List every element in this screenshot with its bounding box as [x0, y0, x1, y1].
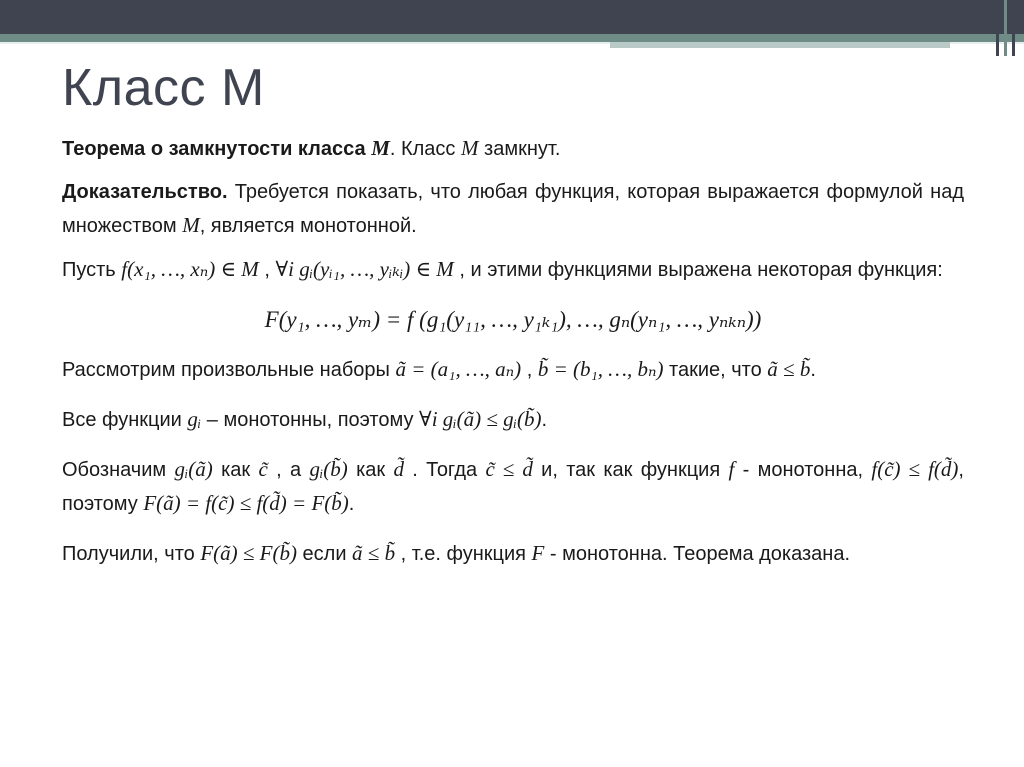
consider-math-ineq: ã ≤ b̃ [767, 357, 811, 381]
result-text-4: - монотонна. Теорема доказана. [544, 543, 851, 565]
theorem-statement [62, 132, 964, 166]
denote-math-cd: c̃ ≤ d̃ [485, 457, 533, 481]
all-math-g: gᵢ [187, 407, 202, 431]
denote-text-2: как [212, 459, 259, 481]
let-math-g: ∀i gᵢ(yᵢ₁, …, yᵢₖᵢ) ∈ M [275, 257, 454, 281]
denote-end: . [348, 493, 355, 515]
all-text-2: – монотонны, поэтому [201, 409, 420, 431]
denote-text-5: . Тогда [403, 459, 486, 481]
header-band-accent [610, 42, 950, 48]
result-text-1: Получили, что [62, 543, 201, 565]
denote-text-3: , а [267, 459, 310, 481]
let-paragraph [62, 253, 964, 287]
all-functions-paragraph [62, 403, 964, 437]
all-text-1: Все функции [62, 409, 188, 431]
denote-math-fcd: f(c̃) ≤ f(d̃) [871, 457, 959, 481]
theorem-label-symbol: M [371, 136, 390, 160]
consider-math-a: ã = (a₁, …, aₙ) [395, 357, 522, 381]
result-math-ineq: F(ã) ≤ F(b̃) [200, 541, 297, 565]
proof-text: Требуется показать, что любая функция, которая выражается формулой над множеством [62, 181, 964, 237]
proof-label: Доказательство. [62, 181, 228, 203]
all-math-ineq: ∀i gᵢ(ã) ≤ gᵢ(b̃) [419, 407, 542, 431]
result-text-2: если [296, 543, 353, 565]
let-word: Пусть [62, 259, 122, 281]
proof-paragraph [62, 176, 964, 243]
consider-math-b: b̃ = (b₁, …, bₙ) [537, 357, 664, 381]
proof-symbol: M [182, 213, 200, 237]
denote-math-c: c̃ [258, 457, 268, 481]
denote-math-ga: gᵢ(ã) [174, 457, 213, 481]
result-math-F: F [531, 541, 545, 565]
denote-text-6: и, так как функция [532, 459, 729, 481]
denote-text-8: , поэтому [62, 459, 964, 515]
denote-text-1: Обозначим [62, 459, 175, 481]
theorem-text-start: . Класс [389, 138, 461, 160]
denote-text-7: - монотонна, [734, 459, 872, 481]
header-band-teal [0, 34, 1024, 42]
main-formula: F(y₁, …, yₘ) = f (g₁(y₁₁, …, y₁ₖ₁), …, gₙ(yₙ₁, …, yₙₖₙ)) [264, 307, 762, 332]
let-text-end: , и этими функциями выражена некоторая функция: [453, 259, 943, 281]
theorem-text-end: замкнут. [478, 138, 561, 160]
result-paragraph [62, 537, 964, 571]
all-end: . [541, 409, 547, 431]
consider-text-1: Рассмотрим произвольные наборы [62, 359, 396, 381]
proof-text-end: , является монотонной. [199, 215, 417, 237]
slide-title: Класс M [62, 59, 265, 117]
theorem-label: Теорема о замкнутости класса [62, 138, 366, 160]
let-math-f: f(x₁, …, xₙ) ∈ M [121, 257, 259, 281]
consider-sep: , [521, 359, 538, 381]
edge-stripe [1012, 0, 1015, 56]
consider-paragraph [62, 353, 964, 387]
result-text-3: , т.е. функция [395, 543, 532, 565]
denote-math-f: f [728, 457, 735, 481]
denote-math-d: d̃ [393, 457, 404, 481]
let-sep: , [258, 259, 276, 281]
result-math-ab: ã ≤ b̃ [352, 541, 396, 565]
denote-text-4: как [347, 459, 394, 481]
denote-math-chain: F(ã) = f(c̃) ≤ f(d̃) = F(b̃) [143, 491, 349, 515]
consider-end: . [810, 359, 816, 381]
denote-math-gb: gᵢ(b̃) [309, 457, 348, 481]
denote-paragraph [62, 453, 964, 521]
edge-stripe [1004, 0, 1007, 56]
consider-text-2: такие, что [663, 359, 768, 381]
slide-content [62, 132, 964, 571]
header-band-dark [0, 0, 1024, 34]
edge-stripe [996, 0, 999, 56]
theorem-text-symbol: M [461, 136, 479, 160]
